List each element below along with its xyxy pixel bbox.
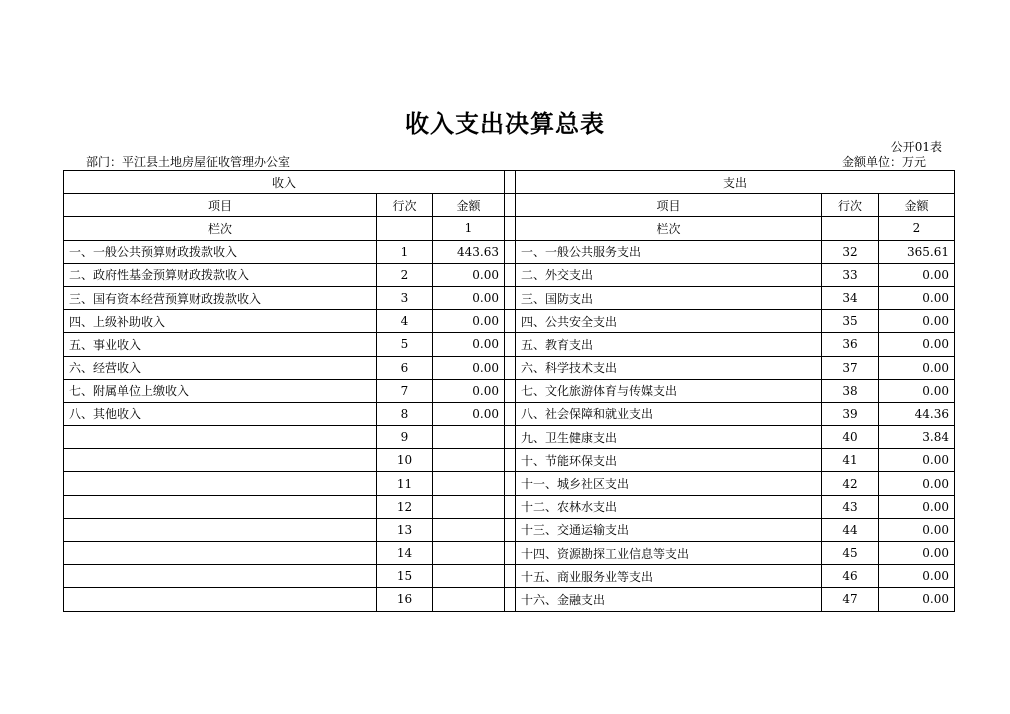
expense-amount: 0.00: [879, 495, 955, 518]
expense-item: 十四、资源勘探工业信息等支出: [516, 542, 822, 565]
income-section-header: 收入: [64, 171, 505, 194]
income-amount-header: 金额: [433, 194, 505, 217]
income-amount: [433, 426, 505, 449]
column-header-row: [64, 194, 955, 217]
income-item: [64, 495, 377, 518]
table-row: [64, 402, 955, 425]
income-amount: 0.00: [433, 356, 505, 379]
income-item-header: 项目: [64, 194, 377, 217]
expense-amount: 0.00: [879, 472, 955, 495]
column-gap: [505, 240, 516, 263]
income-line-blank: [377, 217, 433, 240]
report-title: 收入支出决算总表: [405, 110, 605, 138]
expense-amount: 0.00: [879, 518, 955, 541]
income-item: 五、事业收入: [64, 333, 377, 356]
expense-line-number: 41: [822, 449, 879, 472]
column-gap: [505, 333, 516, 356]
expense-line-number: 42: [822, 472, 879, 495]
expense-item: 十一、城乡社区支出: [516, 472, 822, 495]
expense-item: 十三、交通运输支出: [516, 518, 822, 541]
income-line-number: 14: [377, 542, 433, 565]
income-lanci-label: 栏次: [64, 217, 377, 240]
income-amount: 0.00: [433, 379, 505, 402]
column-gap: [505, 356, 516, 379]
column-gap: [505, 194, 516, 217]
section-header-row: [64, 171, 955, 194]
table-row: [64, 379, 955, 402]
column-gap: [505, 217, 516, 240]
expense-line-number: 43: [822, 495, 879, 518]
income-item: [64, 472, 377, 495]
expense-item: 五、教育支出: [516, 333, 822, 356]
income-item: [64, 588, 377, 611]
income-amount: [433, 449, 505, 472]
table-row: [64, 333, 955, 356]
expense-amount: 44.36: [879, 402, 955, 425]
column-gap: [505, 286, 516, 309]
expense-item: 十五、商业服务业等支出: [516, 565, 822, 588]
form-number: 公开01表: [890, 140, 942, 154]
income-amount: 0.00: [433, 333, 505, 356]
expense-line-number: 38: [822, 379, 879, 402]
income-amount: [433, 542, 505, 565]
expense-item: 十、节能环保支出: [516, 449, 822, 472]
expense-amount: 0.00: [879, 588, 955, 611]
income-line-number: 10: [377, 449, 433, 472]
expense-amount: 0.00: [879, 565, 955, 588]
expense-amount: 0.00: [879, 286, 955, 309]
expense-item: 三、国防支出: [516, 286, 822, 309]
expense-item: 八、社会保障和就业支出: [516, 402, 822, 425]
income-line-number: 4: [377, 310, 433, 333]
column-gap: [505, 310, 516, 333]
income-expense-table: [63, 170, 955, 612]
income-amount: 0.00: [433, 402, 505, 425]
column-gap: [505, 518, 516, 541]
expense-line-number: 39: [822, 402, 879, 425]
income-line-number: 13: [377, 518, 433, 541]
expense-line-number: 36: [822, 333, 879, 356]
amount-unit-label: 金额单位：万元: [841, 155, 926, 169]
column-number-row: [64, 217, 955, 240]
income-amount: 0.00: [433, 263, 505, 286]
income-line-number: 1: [377, 240, 433, 263]
income-line-number: 15: [377, 565, 433, 588]
income-amount: 0.00: [433, 310, 505, 333]
expense-line-number: 37: [822, 356, 879, 379]
expense-amount: 3.84: [879, 426, 955, 449]
income-amount: [433, 588, 505, 611]
column-gap: [505, 542, 516, 565]
expense-line-number: 34: [822, 286, 879, 309]
expense-line-number: 35: [822, 310, 879, 333]
table-row: [64, 472, 955, 495]
income-item: 一、一般公共预算财政拨款收入: [64, 240, 377, 263]
table-row: [64, 240, 955, 263]
column-gap: [505, 565, 516, 588]
income-item: 七、附属单位上缴收入: [64, 379, 377, 402]
income-amount: [433, 518, 505, 541]
income-amount: [433, 472, 505, 495]
expense-item: 十六、金融支出: [516, 588, 822, 611]
expense-line-number: 46: [822, 565, 879, 588]
income-column-number: 1: [433, 217, 505, 240]
income-item: [64, 542, 377, 565]
expense-amount: 0.00: [879, 356, 955, 379]
table-row: [64, 588, 955, 611]
income-line-number: 11: [377, 472, 433, 495]
department-label: 部门：平江县土地房屋征收管理办公室: [86, 155, 291, 169]
column-gap: [505, 588, 516, 611]
expense-line-header: 行次: [822, 194, 879, 217]
income-amount: [433, 495, 505, 518]
expense-item: 六、科学技术支出: [516, 356, 822, 379]
income-item: [64, 565, 377, 588]
expense-item: 二、外交支出: [516, 263, 822, 286]
column-gap: [505, 495, 516, 518]
column-gap: [505, 171, 516, 194]
expense-line-number: 33: [822, 263, 879, 286]
expense-amount: 0.00: [879, 333, 955, 356]
expense-line-number: 32: [822, 240, 879, 263]
expense-item: 四、公共安全支出: [516, 310, 822, 333]
table-row: [64, 426, 955, 449]
table-row: [64, 565, 955, 588]
income-item: 四、上级补助收入: [64, 310, 377, 333]
column-gap: [505, 426, 516, 449]
expense-item-header: 项目: [516, 194, 822, 217]
expense-line-number: 45: [822, 542, 879, 565]
expense-column-number: 2: [879, 217, 955, 240]
income-amount: 0.00: [433, 286, 505, 309]
income-item: [64, 449, 377, 472]
expense-amount: 0.00: [879, 379, 955, 402]
expense-item: 九、卫生健康支出: [516, 426, 822, 449]
table-row: [64, 310, 955, 333]
income-item: 六、经营收入: [64, 356, 377, 379]
table-row: [64, 356, 955, 379]
income-line-header: 行次: [377, 194, 433, 217]
column-gap: [505, 449, 516, 472]
expense-amount: 0.00: [879, 310, 955, 333]
income-line-number: 5: [377, 333, 433, 356]
expense-line-number: 40: [822, 426, 879, 449]
column-gap: [505, 472, 516, 495]
income-line-number: 12: [377, 495, 433, 518]
expense-amount: 365.61: [879, 240, 955, 263]
income-line-number: 16: [377, 588, 433, 611]
table-row: [64, 263, 955, 286]
expense-amount: 0.00: [879, 263, 955, 286]
expense-line-number: 44: [822, 518, 879, 541]
expense-amount: 0.00: [879, 542, 955, 565]
income-item: [64, 518, 377, 541]
expense-item: 一、一般公共服务支出: [516, 240, 822, 263]
income-line-number: 6: [377, 356, 433, 379]
expense-lanci-label: 栏次: [516, 217, 822, 240]
income-amount: [433, 565, 505, 588]
table-row: [64, 518, 955, 541]
table-row: [64, 542, 955, 565]
expense-amount-header: 金额: [879, 194, 955, 217]
expense-item: 十二、农林水支出: [516, 495, 822, 518]
table-row: [64, 286, 955, 309]
expense-amount: 0.00: [879, 449, 955, 472]
expense-section-header: 支出: [516, 171, 955, 194]
income-line-number: 8: [377, 402, 433, 425]
income-item: [64, 426, 377, 449]
income-amount: 443.63: [433, 240, 505, 263]
column-gap: [505, 379, 516, 402]
income-line-number: 7: [377, 379, 433, 402]
income-line-number: 2: [377, 263, 433, 286]
expense-line-number: 47: [822, 588, 879, 611]
column-gap: [505, 402, 516, 425]
table-row: [64, 449, 955, 472]
expense-item: 七、文化旅游体育与传媒支出: [516, 379, 822, 402]
expense-line-blank: [822, 217, 879, 240]
table-row: [64, 495, 955, 518]
income-item: 二、政府性基金预算财政拨款收入: [64, 263, 377, 286]
column-gap: [505, 263, 516, 286]
income-item: 八、其他收入: [64, 402, 377, 425]
income-item: 三、国有资本经营预算财政拨款收入: [64, 286, 377, 309]
income-line-number: 9: [377, 426, 433, 449]
income-line-number: 3: [377, 286, 433, 309]
